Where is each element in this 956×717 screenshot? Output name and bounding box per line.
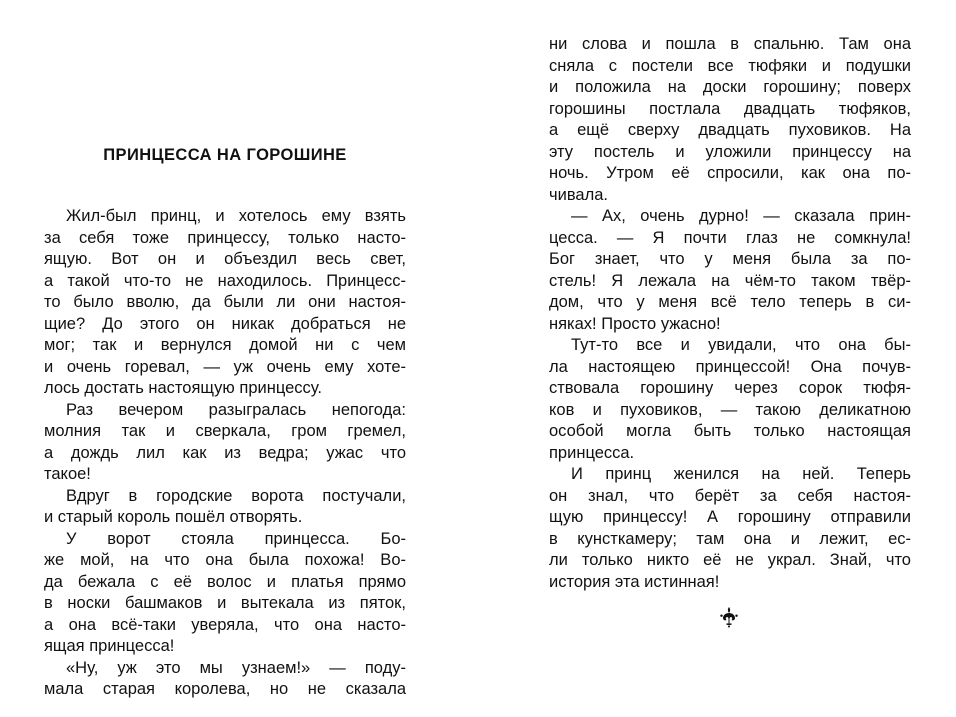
text-line: ночь. Утром её спросили, как она по- (549, 164, 911, 182)
text-line: ящую. Вот он и объездил весь свет, (44, 250, 406, 268)
text-line: за себя тоже принцессу, только насто- (44, 228, 406, 247)
text-line: ли только никто её не украл. Знай, что (549, 551, 911, 569)
text-line: «Ну, уж это мы узнаем!» — поду- (66, 658, 406, 677)
text-line: в кунсткамеру; там она и лежит, ес- (549, 529, 911, 548)
text-line: Вдруг в городские ворота постучали, (66, 486, 406, 505)
text-line: няках! Просто ужасно! (549, 314, 721, 333)
text-line: да бежала с её волос и платья прямо (44, 572, 406, 591)
text-line: он знал, что берёт за себя настоя- (549, 486, 911, 505)
text-line: Раз вечером разыгралась непогода: (66, 400, 406, 419)
text-line: Бог знает, что у меня была за по- (549, 250, 911, 268)
text-line: а ещё сверху двадцать пуховиков. На (549, 121, 911, 139)
text-line: щие? До этого он никак добраться не (44, 314, 406, 333)
text-line: молния так и сверкала, гром гремел, (44, 422, 406, 440)
text-line: ла настоящею принцессой! Она почув- (549, 357, 911, 376)
text-line: же мой, на что она была похожа! Во- (44, 551, 406, 569)
text-line: мала старая королева, но не сказала (44, 680, 406, 698)
story-title: ПРИНЦЕССА НА ГОРОШИНЕ (103, 146, 347, 164)
text-line: мог; так и вернулся домой ни с чем (44, 336, 406, 354)
fleuron-ornament-icon (717, 605, 741, 629)
text-line: особой могла быть только настоящая (549, 422, 911, 440)
text-line: и очень горевал, — уж очень ему хоте- (44, 357, 406, 376)
text-line: Жил-был принц, и хотелось ему взять (66, 207, 406, 225)
text-line: а она всё-таки уверяла, что она насто- (44, 615, 406, 634)
text-line: лось достать настоящую принцессу. (44, 379, 322, 397)
text-line: то было вволю, да были ли они настоя- (44, 293, 406, 311)
text-line: ков и пуховиков, — такою деликатною (549, 400, 911, 419)
text-line: дом, что у меня всё тело теперь в си- (549, 293, 911, 311)
text-line: в носки башмаков и вытекала из пяток, (44, 594, 406, 612)
text-line: ствовала горошину через сорок тюфя- (549, 379, 911, 397)
text-line: ни слова и пошла в спальню. Там она (549, 35, 911, 53)
text-line: ящая принцесса! (44, 637, 175, 655)
text-line: и старый король пошёл отворять. (44, 508, 303, 526)
text-line: принцесса. (549, 443, 635, 462)
text-line: такое! (44, 465, 91, 483)
text-line: Тут-то все и увидали, что она бы- (571, 336, 911, 354)
text-line: а дождь лил как из ведра; ужас что (44, 443, 406, 462)
text-line: У ворот стояла принцесса. Бо- (66, 529, 406, 548)
text-line: эту постель и уложили принцессу на (549, 142, 911, 161)
text-line: и положила на доски горошину; поверх (549, 78, 911, 96)
text-line: цесса. — Я почти глаз не сомкнула! (549, 228, 911, 247)
text-line: горошины постлала двадцать тюфяков, (549, 99, 911, 118)
text-line: стель! Я лежала на чём-то таком твёр- (549, 271, 911, 290)
text-line: И принц женился на ней. Теперь (571, 465, 911, 483)
text-line: щую принцессу! А горошину отправили (549, 508, 911, 526)
text-line: история эта истинная! (549, 572, 720, 591)
text-line: а такой что-то не находилось. Принцесс- (44, 271, 406, 290)
text-line: чивала. (549, 185, 608, 204)
text-line: — Ах, очень дурно! — сказала прин- (571, 207, 911, 225)
text-line: сняла с постели все тюфяки и подушки (549, 56, 911, 75)
